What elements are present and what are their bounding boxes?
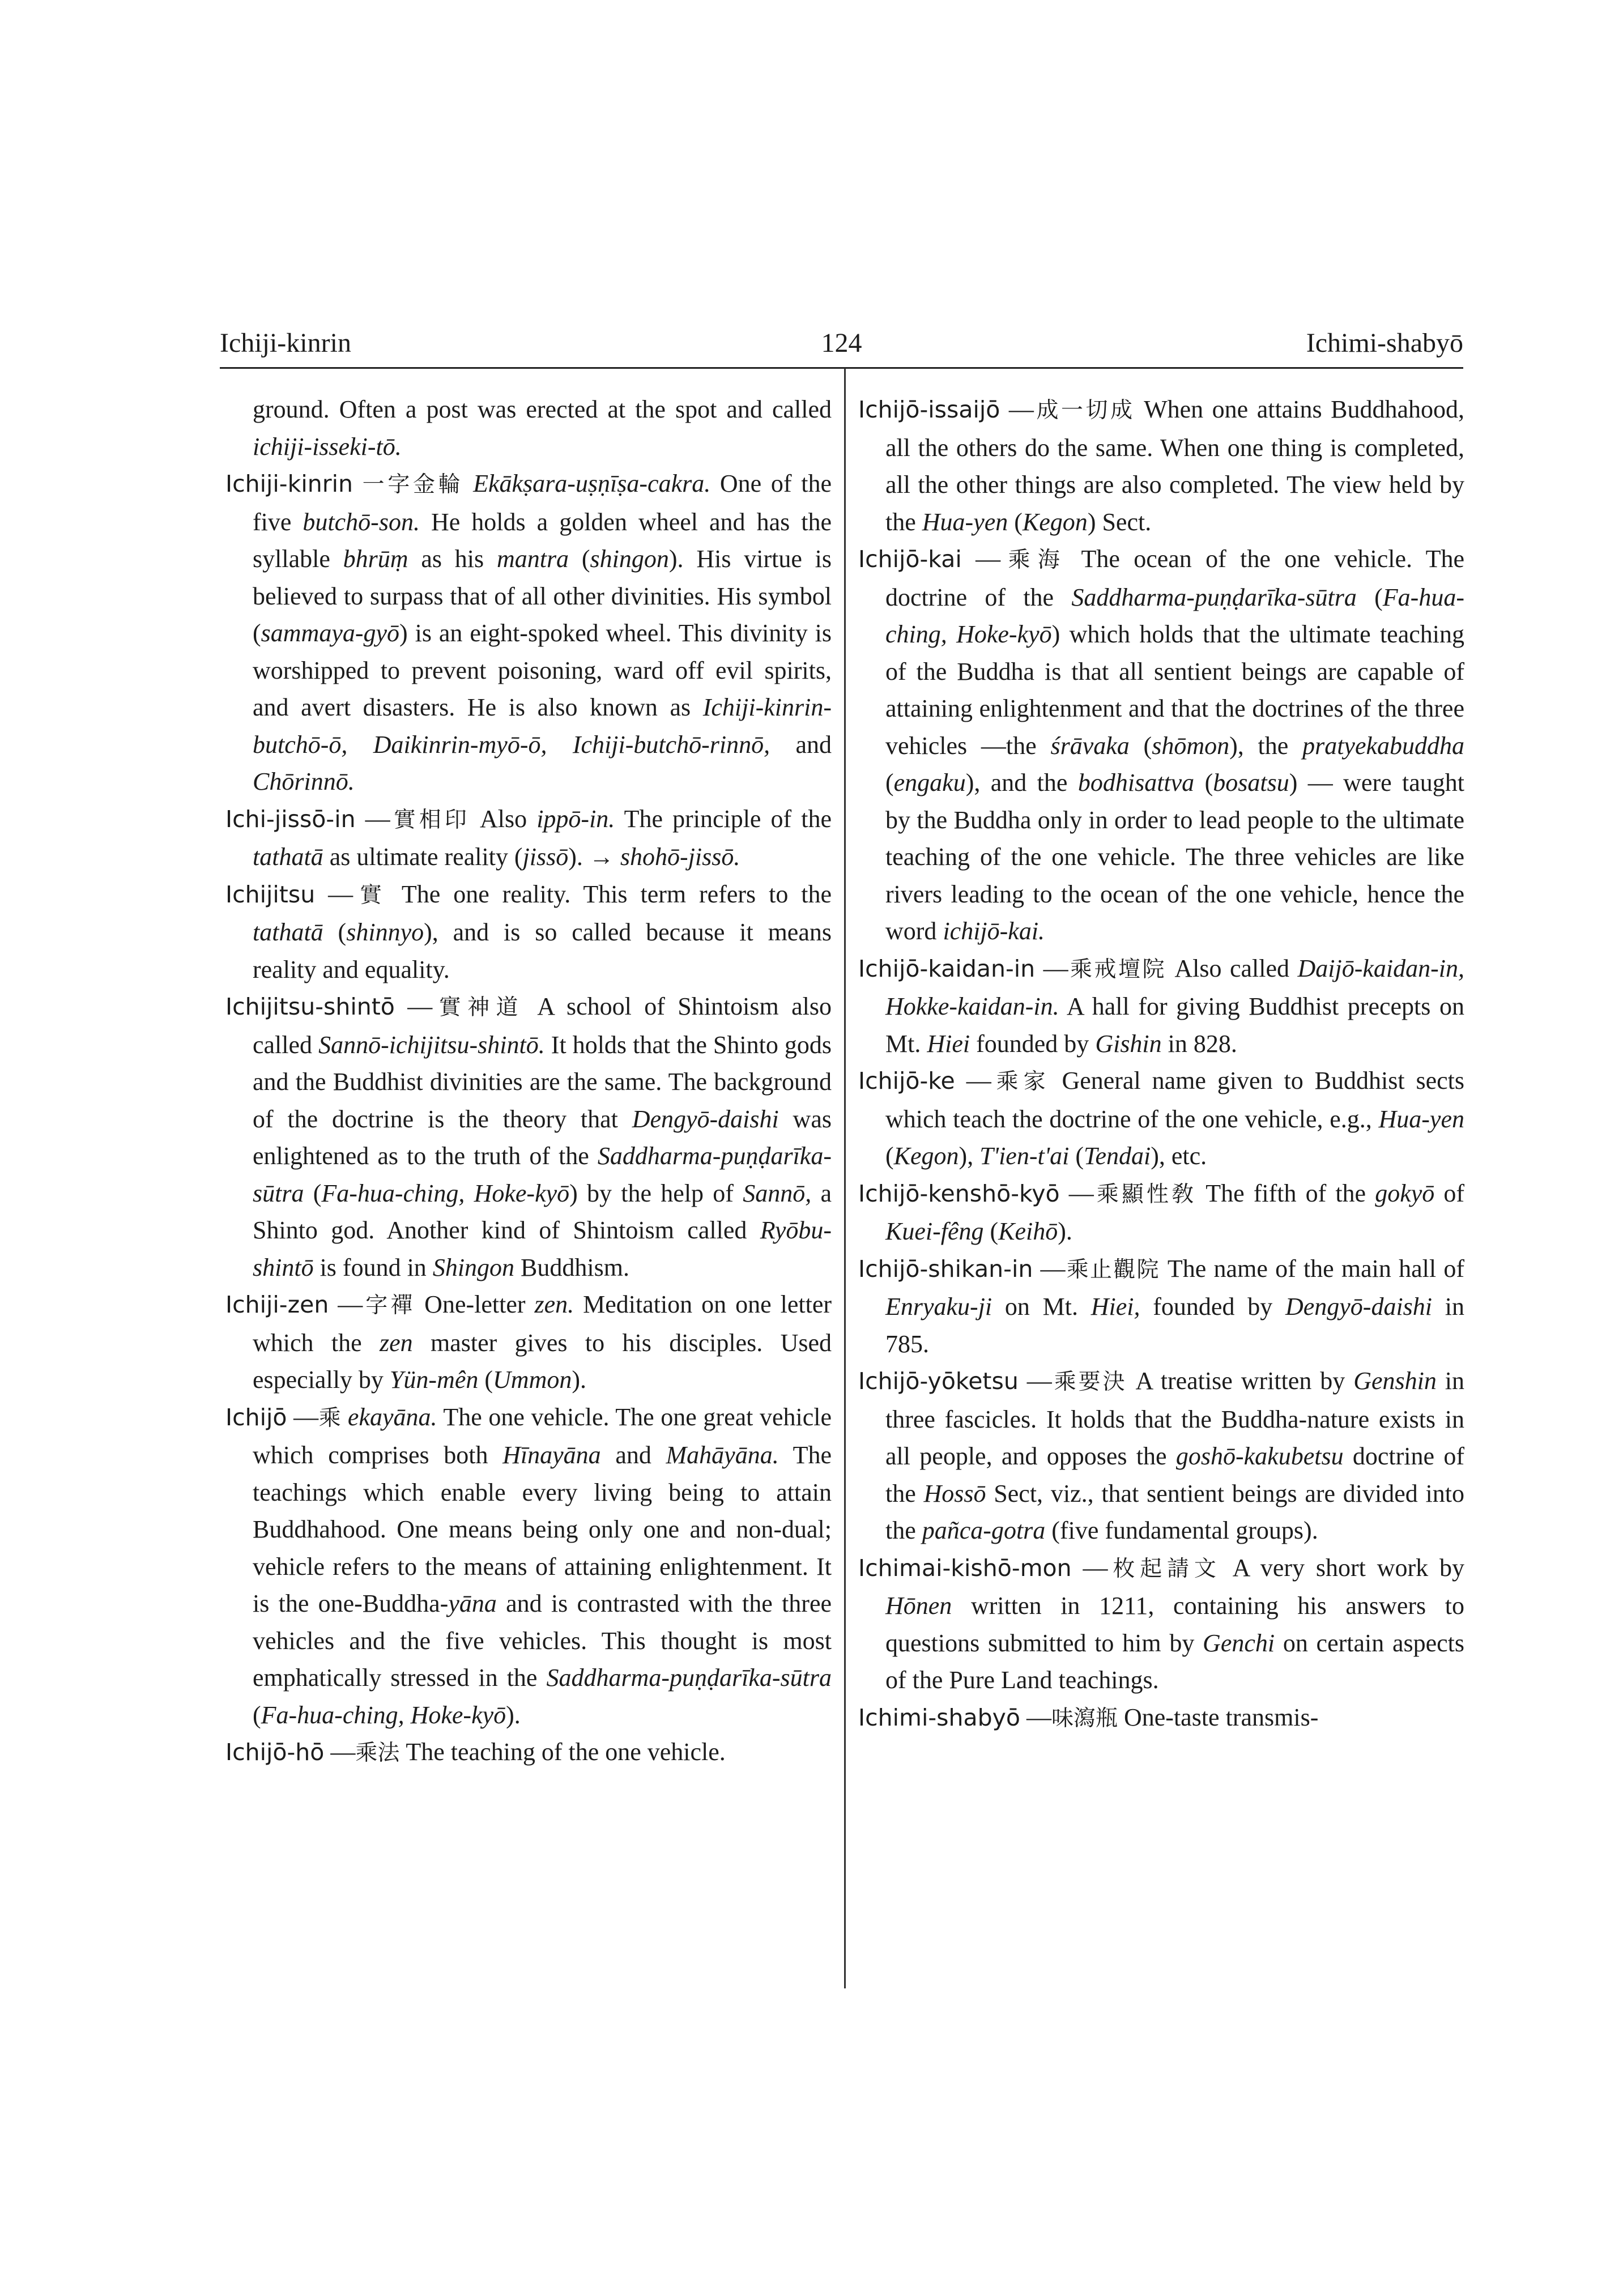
entry-text: — bbox=[324, 1738, 356, 1766]
entry-text: — bbox=[329, 1290, 363, 1318]
entry-text: — bbox=[1033, 1254, 1066, 1283]
entry-text: ) by the help of bbox=[569, 1179, 743, 1207]
dictionary-entry bbox=[225, 988, 832, 1286]
italic-term: ichijō-kai. bbox=[943, 917, 1045, 945]
italic-term: Hōnen bbox=[885, 1592, 952, 1620]
italic-term: śrāvaka bbox=[1050, 731, 1130, 760]
italic-term: bosatsu bbox=[1213, 769, 1289, 796]
entry-text: — bbox=[315, 880, 353, 908]
italic-term: Ummon bbox=[493, 1366, 572, 1394]
entry-text: ( bbox=[1129, 731, 1152, 760]
italic-term: Fa-hua-ching, Hoke-kyō bbox=[321, 1179, 570, 1207]
entry-text: ), etc. bbox=[1151, 1142, 1207, 1170]
italic-term: Hiei bbox=[927, 1029, 970, 1058]
entry-kanji: 實神道 bbox=[432, 995, 525, 1020]
entry-text: ( bbox=[983, 1217, 999, 1245]
right-entries bbox=[858, 391, 1464, 1737]
entry-text: The fifth of the bbox=[1196, 1179, 1375, 1207]
entry-text: ). bbox=[506, 1701, 521, 1729]
italic-term: Fa-hua-ching, Hoke-kyō bbox=[885, 583, 1464, 648]
entry-text: A treatise written by bbox=[1127, 1367, 1354, 1395]
italic-term: Dengyō-daishi bbox=[1285, 1293, 1433, 1320]
italic-term: jissō bbox=[522, 843, 569, 871]
italic-term: Yün-mên bbox=[389, 1366, 479, 1394]
italic-term: tathatā bbox=[253, 918, 323, 946]
entry-text: The teaching of the one vehicle. bbox=[399, 1738, 726, 1766]
column-divider bbox=[844, 368, 846, 1988]
entry-headword: Ichi-jissō-in bbox=[225, 805, 356, 833]
italic-term: Kegon bbox=[1022, 508, 1088, 536]
entry-text: — bbox=[287, 1403, 319, 1431]
entry-text: ) which holds that the ultimate teaching of the Buddha is that all sentient beings are capable of attaining enlightenment and that the doctrines of the three vehicles —the bbox=[885, 620, 1464, 760]
entry-text: One of the five bbox=[253, 470, 832, 536]
entry-text: ground. Often a post was erected at the spot and called bbox=[253, 395, 832, 423]
dictionary-entry bbox=[225, 1733, 832, 1772]
italic-term: goshō-kakubetsu bbox=[1175, 1442, 1344, 1470]
entry-text: The principle of the bbox=[615, 804, 832, 833]
entry-text: Sect, viz., that sentient beings are divided into the bbox=[885, 1479, 1464, 1544]
entry-text: One-taste transmis- bbox=[1118, 1703, 1319, 1731]
entry-text: — bbox=[1018, 1367, 1052, 1395]
entry-text: ), and the bbox=[965, 769, 1078, 796]
entry-headword: Ichiji-zen bbox=[225, 1291, 329, 1318]
entry-headword: Ichimi-shabyō bbox=[858, 1703, 1020, 1731]
italic-term: Keihō bbox=[998, 1217, 1058, 1245]
italic-term: Saddharma-puṇḍarīka-sūtra bbox=[546, 1664, 832, 1692]
page-number: 124 bbox=[821, 328, 862, 358]
italic-term: yāna bbox=[448, 1590, 497, 1617]
italic-term: zen bbox=[380, 1328, 413, 1357]
italic-term: sammaya-gyō bbox=[261, 619, 400, 647]
entry-text: ). bbox=[1058, 1217, 1072, 1245]
entry-text: ) — were taught by the Buddha only in order to lead people to the ultimate teaching of the one vehicle. The three vehicles are like rivers leading to the ocean of the one vehicle, hence the word bbox=[885, 769, 1464, 945]
dictionary-entry bbox=[225, 465, 832, 800]
entry-text: The one vehicle. The one great vehicle which comprises both bbox=[253, 1403, 832, 1469]
entry-headword: Ichijō-issaijō bbox=[858, 396, 1000, 423]
entry-text: He holds a golden wheel and has the syllable bbox=[253, 508, 832, 573]
italic-term: Chōrinnō. bbox=[253, 768, 355, 795]
italic-term: Sannō, bbox=[743, 1179, 812, 1207]
entry-headword: Ichijitsu-shintō bbox=[225, 993, 395, 1020]
header-right-guide-word: Ichimi-shabyō bbox=[1306, 328, 1463, 358]
entry-kanji: 乘 bbox=[318, 1405, 342, 1431]
entry-text: ) is an eight-spoked wheel. This divinity is worshipped to prevent poisoning, ward off evil spirits, and avert disasters. He is also known as bbox=[253, 619, 832, 721]
entry-text bbox=[463, 470, 473, 497]
entry-text: founded by bbox=[1140, 1293, 1285, 1320]
italic-term: engaku bbox=[893, 769, 966, 796]
entry-text: — bbox=[1000, 395, 1034, 423]
entry-text: The teachings which enable every living being to attain Buddhahood. One means being only one and non-dual; vehicle refers to the means of attaining enlightenment. It is the one-Buddha- bbox=[253, 1441, 832, 1617]
entry-text: ( bbox=[1194, 769, 1213, 796]
italic-term: Dengyō-daishi bbox=[632, 1105, 779, 1133]
entry-text: ( bbox=[1008, 508, 1023, 536]
entry-text: ). His virtue is believed to surpass that of all other divinities. His symbol ( bbox=[253, 545, 832, 647]
italic-term: Hua-yen bbox=[922, 508, 1008, 536]
dictionary-entry bbox=[858, 391, 1464, 540]
italic-term: Tendai bbox=[1084, 1142, 1151, 1170]
italic-term: Hossō bbox=[923, 1479, 986, 1507]
italic-term: pañca-gotra bbox=[922, 1517, 1046, 1544]
entry-text: ) Sect. bbox=[1087, 508, 1152, 536]
entry-text: and bbox=[770, 730, 832, 759]
entry-text: The name of the main hall of bbox=[1160, 1254, 1464, 1283]
italic-term: shōmon bbox=[1152, 731, 1230, 760]
entry-kanji: 乘海 bbox=[1000, 547, 1068, 573]
entry-text: founded by bbox=[970, 1029, 1096, 1058]
entry-text: in 785. bbox=[885, 1293, 1464, 1358]
italic-term: Sannō-ichijitsu-shintō. bbox=[318, 1030, 545, 1059]
right-column bbox=[858, 391, 1464, 1737]
entry-text bbox=[353, 470, 363, 497]
italic-term: bhrūṃ bbox=[343, 545, 408, 573]
entry-text: was enlightened as to the truth of the bbox=[253, 1105, 832, 1170]
entry-headword: Ichijō bbox=[225, 1403, 287, 1431]
entry-text: ( bbox=[478, 1366, 493, 1394]
italic-term: tathatā bbox=[253, 843, 323, 871]
running-header bbox=[220, 327, 1463, 369]
entry-headword: Ichijitsu bbox=[225, 880, 316, 908]
entry-text: Also called bbox=[1166, 954, 1298, 982]
italic-term: T'ien-t'ai bbox=[979, 1142, 1070, 1170]
italic-term: bodhisattva bbox=[1077, 769, 1195, 796]
dictionary-entry bbox=[858, 1062, 1464, 1175]
italic-term: pratyekabuddha bbox=[1302, 731, 1465, 760]
entry-text: — bbox=[961, 545, 1001, 573]
entry-text: General name given to Buddhist sects which teach the doctrine of the one vehicle, e.g., bbox=[885, 1067, 1465, 1133]
entry-headword: Ichijō-hō bbox=[225, 1739, 325, 1766]
dictionary-entry bbox=[858, 950, 1464, 1063]
italic-term: Hīnayāna bbox=[502, 1441, 601, 1469]
entry-text: and is contrasted with the three vehicles and the five vehicles. This thought is most emphatically stressed in the bbox=[253, 1590, 832, 1692]
entry-text: — bbox=[1035, 954, 1068, 982]
italic-term: ichiji-isseki-tō. bbox=[253, 432, 402, 461]
entry-text: in three fascicles. It holds that the Buddha-nature exists in all people, and opposes the bbox=[885, 1367, 1464, 1470]
dictionary-entry bbox=[858, 1250, 1464, 1363]
entry-text: ( bbox=[304, 1179, 322, 1207]
italic-term: Mahāyāna. bbox=[666, 1441, 779, 1469]
continued-entry bbox=[225, 391, 832, 465]
entry-kanji: 成一切成 bbox=[1033, 398, 1135, 423]
entry-kanji: 乘家 bbox=[991, 1069, 1051, 1094]
dictionary-entry bbox=[225, 876, 832, 989]
entry-text: — bbox=[955, 1067, 991, 1094]
entry-headword: Ichijō-kaidan-in bbox=[858, 955, 1036, 982]
italic-term: Kegon bbox=[893, 1142, 959, 1170]
entry-text: (five fundamental groups). bbox=[1045, 1517, 1318, 1544]
entry-kanji: 實 bbox=[353, 882, 389, 908]
italic-term: shohō-jissō. bbox=[620, 843, 740, 871]
entry-headword: Ichijō-kenshō-kyō bbox=[858, 1179, 1060, 1207]
entry-text: a Shinto god. Another kind of Shintoism called bbox=[253, 1179, 832, 1244]
dictionary-entry bbox=[858, 1175, 1464, 1250]
entry-text: of bbox=[1434, 1179, 1464, 1207]
italic-term: Hua-yen bbox=[1378, 1105, 1464, 1133]
entry-text: — bbox=[355, 804, 390, 833]
italic-term: Genshin bbox=[1353, 1367, 1437, 1395]
entry-text: ( bbox=[1069, 1142, 1084, 1170]
italic-term: ippō-in. bbox=[536, 804, 615, 833]
italic-term: Saddharma-puṇḍarīka-sūtra bbox=[1071, 583, 1357, 611]
entry-kanji: 味瀉瓶 bbox=[1051, 1705, 1118, 1731]
entry-kanji: 乘法 bbox=[355, 1740, 400, 1766]
entry-text: One-letter bbox=[415, 1290, 535, 1318]
entry-kanji: 乘止觀院 bbox=[1065, 1256, 1160, 1283]
entry-text: master gives to his disciples. Used especially by bbox=[253, 1328, 832, 1394]
entry-text: is found in bbox=[313, 1253, 433, 1281]
entry-text: A school of Shintoism also called bbox=[253, 992, 832, 1059]
entry-kanji: 枚起請文 bbox=[1107, 1556, 1221, 1582]
entry-text: ( bbox=[1356, 583, 1383, 611]
italic-term: zen. bbox=[534, 1290, 574, 1318]
italic-term: Ryōbu-shintō bbox=[253, 1216, 832, 1281]
entry-text: — bbox=[1071, 1553, 1108, 1582]
entry-headword: Ichimai-kishō-mon bbox=[858, 1554, 1072, 1582]
entry-text: ( bbox=[323, 918, 347, 946]
entry-text bbox=[341, 1403, 348, 1431]
entry-text: — bbox=[1020, 1703, 1051, 1731]
italic-term: ekayāna. bbox=[347, 1403, 437, 1431]
italic-term: shinnyo bbox=[346, 918, 424, 946]
entry-kanji: 乘戒壇院 bbox=[1068, 956, 1166, 982]
entry-text: ), and is so called because it means reality and equality. bbox=[253, 918, 832, 983]
entry-text: It holds that the Shinto gods and the Buddhist divinities are the same. The background of the doctrine is the theory that bbox=[253, 1030, 832, 1133]
entry-text: ), the bbox=[1229, 731, 1303, 760]
italic-term: Saddharma-puṇḍarīka-sūtra bbox=[253, 1142, 832, 1207]
dictionary-entry bbox=[225, 1286, 832, 1399]
entry-text: A hall for giving Buddhist precepts on Mt. bbox=[885, 992, 1464, 1058]
left-entries bbox=[225, 465, 832, 1772]
entry-kanji: 實相印 bbox=[390, 807, 470, 833]
entry-text: ( bbox=[885, 1142, 894, 1170]
italic-term: Shingon bbox=[432, 1253, 515, 1281]
entry-text: in 828. bbox=[1161, 1029, 1237, 1058]
entry-headword: Ichijō-yōketsu bbox=[858, 1368, 1019, 1395]
entry-text: — bbox=[394, 992, 433, 1020]
italic-term: Hiei, bbox=[1090, 1293, 1140, 1320]
italic-term: Ekākṣara-uṣṇīṣa-cakra. bbox=[473, 470, 711, 497]
entry-headword: Ichijō-ke bbox=[858, 1067, 955, 1094]
entry-text: Buddhism. bbox=[514, 1253, 629, 1281]
entry-text: The ocean of the one vehicle. The doctrine of the bbox=[885, 545, 1464, 611]
entry-text: ( bbox=[885, 769, 894, 796]
dictionary-entry bbox=[225, 800, 832, 876]
entry-headword: Ichijō-shikan-in bbox=[858, 1255, 1033, 1283]
italic-term: Fa-hua-ching, Hoke-kyō bbox=[261, 1701, 506, 1729]
dictionary-entry bbox=[225, 1399, 832, 1734]
dictionary-entry bbox=[858, 1362, 1464, 1549]
entry-text: and bbox=[600, 1441, 666, 1469]
entry-headword: Ichijō-kai bbox=[858, 546, 962, 573]
italic-term: butchō-son. bbox=[303, 508, 420, 536]
italic-term: Kuei-fêng bbox=[885, 1217, 984, 1245]
entry-text: on Mt. bbox=[992, 1293, 1091, 1320]
entry-text: Meditation on one letter which the bbox=[253, 1290, 832, 1357]
entry-text: doctrine of the bbox=[885, 1442, 1465, 1507]
entry-text: The one reality. This term refers to the bbox=[388, 880, 832, 908]
entry-text: Also bbox=[470, 804, 537, 833]
entry-text: written in 1211, containing his answers to questions submitted to him by bbox=[885, 1592, 1464, 1657]
italic-term: Ichiji-kinrin-butchō-ō, Daikinrin-myō-ō, Ichiji-butchō-rinnō, bbox=[253, 693, 832, 759]
dictionary-entry bbox=[858, 1549, 1464, 1699]
italic-term: Genchi bbox=[1203, 1629, 1275, 1657]
entry-text: — bbox=[1059, 1179, 1094, 1207]
italic-term: gokyō bbox=[1375, 1179, 1435, 1207]
entry-text: A very short work by bbox=[1221, 1553, 1464, 1582]
entry-text: on certain aspects of the Pure Land teachings. bbox=[885, 1629, 1465, 1694]
entry-text: as ultimate reality ( bbox=[323, 843, 523, 871]
entry-text: ), bbox=[959, 1142, 980, 1170]
entry-text: ( bbox=[569, 545, 590, 573]
entry-kanji: 字禪 bbox=[363, 1293, 416, 1318]
header-left-guide-word: Ichiji-kinrin bbox=[220, 328, 351, 358]
dictionary-entry bbox=[858, 540, 1464, 950]
italic-term: Gishin bbox=[1095, 1029, 1162, 1058]
entry-text: When one attains Buddhahood, all the others do the same. When one thing is completed, all the other things are also completed. The view held by the bbox=[885, 395, 1464, 536]
entry-headword: Ichiji-kinrin bbox=[225, 470, 353, 497]
italic-term: Daijō-kaidan-in, Hokke-kaidan-in. bbox=[885, 954, 1464, 1020]
italic-term: shingon bbox=[590, 545, 669, 573]
dictionary-entry bbox=[858, 1699, 1464, 1737]
entry-kanji: 乘顯性敎 bbox=[1093, 1181, 1197, 1207]
entry-kanji: 乘要決 bbox=[1051, 1369, 1127, 1395]
italic-term: mantra bbox=[496, 545, 569, 573]
entry-text: ). → bbox=[568, 843, 620, 871]
left-column bbox=[225, 391, 832, 1772]
entry-text: as his bbox=[408, 545, 497, 573]
entry-text: ( bbox=[253, 1701, 261, 1729]
entry-text: ). bbox=[572, 1366, 586, 1394]
entry-kanji: 一字金輪 bbox=[362, 472, 464, 497]
italic-term: Enryaku-ji bbox=[885, 1293, 992, 1320]
